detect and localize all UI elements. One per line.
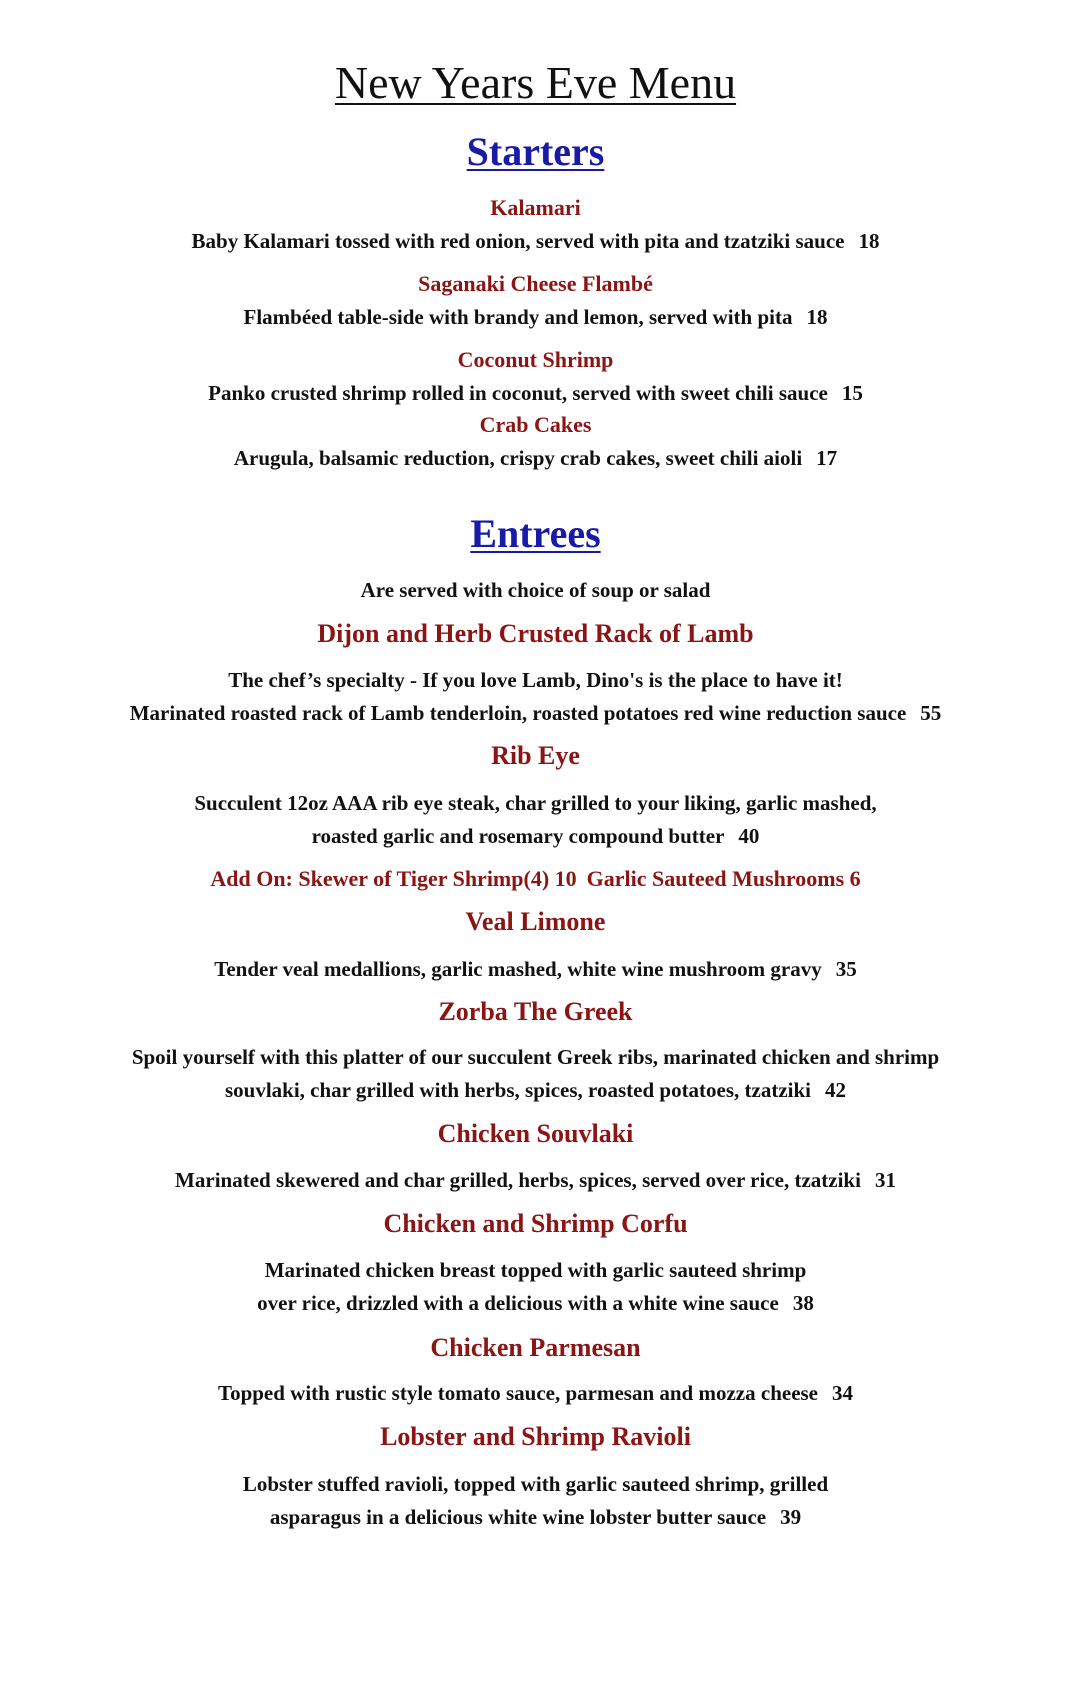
- entree-description: Topped with rustic style tomato sauce, parmesan and mozza cheese 34: [217, 1381, 854, 1405]
- entree-description: souvlaki, char grilled with herbs, spices, roasted potatoes, tzatziki 42: [224, 1078, 847, 1102]
- starter-name: Crab Cakes: [479, 412, 592, 437]
- entrees-note: Are served with choice of soup or salad: [360, 578, 711, 602]
- starter-price: 17: [816, 446, 838, 470]
- starter-description: Baby Kalamari tossed with red onion, served with pita and tzatziki sauce 18: [191, 229, 880, 253]
- entree-description: roasted garlic and rosemary compound butter 40: [311, 824, 760, 848]
- entree-name: Chicken and Shrimp Corfu: [383, 1209, 688, 1238]
- starter-price: 15: [841, 381, 863, 405]
- entree-name: Lobster and Shrimp Ravioli: [380, 1422, 691, 1451]
- entree-price: 55: [920, 701, 942, 725]
- entree-price: 39: [780, 1505, 802, 1529]
- entree-description: Spoil yourself with this platter of our succulent Greek ribs, marinated chicken and shrimp: [131, 1045, 940, 1069]
- entree-price: 42: [825, 1078, 847, 1102]
- starter-description: Panko crusted shrimp rolled in coconut, served with sweet chili sauce 15: [208, 381, 863, 405]
- entree-description: Marinated roasted rack of Lamb tenderloin, roasted potatoes red wine reduction sauce 55: [129, 701, 942, 725]
- entree-name: Chicken Parmesan: [430, 1333, 641, 1362]
- menu-title: New Years Eve Menu: [334, 57, 737, 108]
- entree-description: Succulent 12oz AAA rib eye steak, char grilled to your liking, garlic mashed,: [194, 791, 877, 815]
- starter-description: Arugula, balsamic reduction, crispy crab cakes, sweet chili aioli 17: [233, 446, 838, 470]
- entree-description: The chef’s specialty - If you love Lamb, Dino's is the place to have it!: [228, 668, 843, 692]
- entree-name: Zorba The Greek: [438, 997, 633, 1026]
- entree-price: 40: [738, 824, 760, 848]
- entree-price: 31: [874, 1168, 896, 1192]
- starter-name: Saganaki Cheese Flambé: [418, 271, 653, 296]
- entree-description: Marinated chicken breast topped with garlic sauteed shrimp: [264, 1258, 807, 1282]
- entree-name: Dijon and Herb Crusted Rack of Lamb: [317, 619, 754, 648]
- entree-description: Lobster stuffed ravioli, topped with garlic sauteed shrimp, grilled: [242, 1472, 829, 1496]
- entree-price: 38: [792, 1291, 814, 1315]
- entree-description: asparagus in a delicious white wine lobster butter sauce 39: [269, 1505, 802, 1529]
- starters-heading: Starters: [466, 129, 605, 174]
- starter-price: 18: [806, 305, 828, 329]
- entree-description: Marinated skewered and char grilled, herbs, spices, served over rice, tzatziki 31: [175, 1168, 896, 1192]
- starter-name: Kalamari: [490, 195, 581, 220]
- entree-description: Tender veal medallions, garlic mashed, white wine mushroom gravy 35: [214, 957, 857, 981]
- add-on-line: Add On: Skewer of Tiger Shrimp(4) 10 Garlic Sauteed Mushrooms 6: [210, 866, 861, 891]
- entree-price: 34: [832, 1381, 854, 1405]
- entree-description: over rice, drizzled with a delicious with a white wine sauce 38: [257, 1291, 814, 1315]
- entree-name: Rib Eye: [491, 741, 580, 770]
- entrees-heading: Entrees: [470, 511, 601, 556]
- entree-name: Chicken Souvlaki: [437, 1119, 634, 1148]
- starter-description: Flambéed table-side with brandy and lemon, served with pita 18: [243, 305, 828, 329]
- entree-name: Veal Limone: [465, 907, 606, 936]
- starter-price: 18: [858, 229, 880, 253]
- starter-name: Coconut Shrimp: [457, 347, 614, 372]
- entree-price: 35: [835, 957, 857, 981]
